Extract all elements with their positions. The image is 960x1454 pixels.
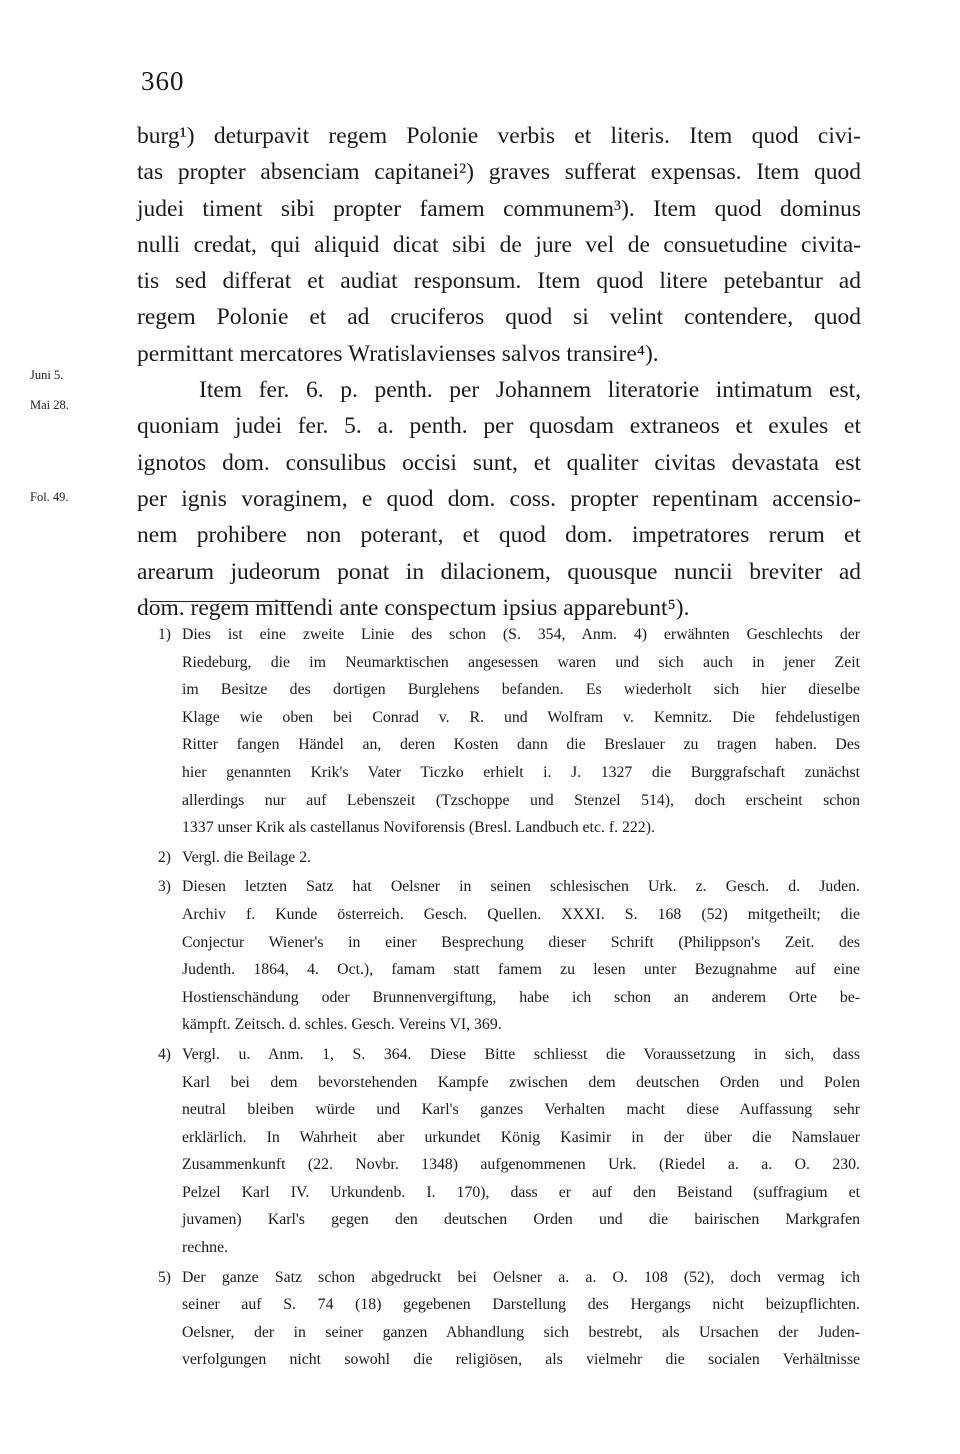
main-text-line: arearum judeorum ponat in dilacionem, quousque nuncii breviter ad	[137, 558, 861, 585]
footnote-line: rechne.	[182, 1239, 229, 1257]
footnote-separator	[150, 601, 294, 602]
main-text-line: nem prohibere non poterant, et quod dom. impetratores rerum et	[137, 522, 861, 549]
footnote-5	[154, 1264, 860, 1374]
main-text-line: nulli credat, qui aliquid dicat sibi de jure vel de consuetudine civita-	[137, 231, 861, 258]
margin-note-mai: Mai 28.	[30, 398, 69, 412]
page-number: 360	[141, 66, 185, 96]
footnote-marker: 4)	[158, 1045, 171, 1063]
footnote-line: im Besitze des dortigen Burglehens befanden. Es wiederholt sich hier dieselbe	[182, 681, 860, 699]
footnote-line: erklärlich. In Wahrheit aber urkundet König Kasimir in der über die Namslauer	[182, 1128, 860, 1146]
main-text-line: regem Polonie et ad cruciferos quod si velint contendere, quod	[137, 304, 861, 331]
footnote-line: allerdings nur auf Lebenszeit (Tzschoppe und Stenzel 514), doch erscheint schon	[182, 791, 860, 809]
footnote-marker: 5)	[158, 1268, 171, 1286]
footnote-line: Judenth. 1864, 4. Oct.), famam statt famem zu lesen unter Bezugnahme auf eine	[182, 961, 860, 979]
footnote-line: juvamen) Karl's gegen den deutschen Orden und die bairischen Markgrafen	[182, 1211, 860, 1229]
margin-note-juni: Juni 5.	[30, 368, 64, 382]
main-text-line: permittant mercatores Wratislavienses salvos transire⁴).	[137, 340, 659, 367]
footnote-line: Zusammenkunft (22. Novbr. 1348) aufgenommenen Urk. (Riedel a. a. O. 230.	[182, 1156, 860, 1174]
footnotes	[154, 621, 860, 1374]
footnote-line: Vergl. u. Anm. 1, S. 364. Diese Bitte schliesst die Voraussetzung in sich, dass	[182, 1045, 860, 1063]
footnote-line: Conjectur Wiener's in einer Besprechung dieser Schrift (Philippson's Zeit. des	[182, 933, 860, 951]
main-text-line: per ignis voraginem, e quod dom. coss. propter repentinam accensio-	[137, 485, 861, 512]
footnote-line: Archiv f. Kunde österreich. Gesch. Quellen. XXXI. S. 168 (52) mitgetheilt; die	[182, 905, 860, 923]
footnote-line: Ritter fangen Händel an, deren Kosten dann die Breslauer zu tragen haben. Des	[182, 736, 860, 754]
footnote-marker: 1)	[158, 626, 171, 643]
main-text-line: tis sed differat et audiat responsum. Item quod litere petebantur ad	[137, 268, 861, 295]
footnote-marker: 3)	[158, 878, 171, 896]
main-text-line: quoniam judei fer. 5. a. penth. per quosdam extraneos et exules et	[137, 413, 861, 440]
main-text-line: dom. regem mittendi ante conspectum ipsius apparebunt⁵).	[137, 594, 690, 621]
main-text	[137, 118, 861, 626]
footnote-line: Hostienschändung oder Brunnenvergiftung, habe ich schon an anderem Orte be-	[182, 988, 860, 1006]
footnote-line: Oelsner, der in seiner ganzen Abhandlung sich bestrebt, als Ursachen der Juden-	[182, 1323, 860, 1341]
footnote-line: neutral bleiben würde und Karl's ganzes Verhalten macht diese Auffassung sehr	[182, 1101, 860, 1119]
footnote-line: 1337 unser Krik als castellanus Noviforensis (Bresl. Landbuch etc. f. 222).	[182, 819, 655, 837]
footnote-line: verfolgungen nicht sowohl die religiösen, als vielmehr die socialen Verhältnisse	[182, 1351, 860, 1369]
footnote-line: Dies ist eine zweite Linie des schon (S. 354, Anm. 4) erwähnten Geschlechts der	[182, 626, 860, 643]
footnote-1	[154, 621, 860, 842]
footnote-marker: 2)	[158, 848, 171, 866]
footnote-2	[154, 844, 860, 872]
main-text-line: ignotos dom. consulibus occisi sunt, et qualiter civitas devastata est	[137, 449, 861, 476]
main-text-line: burg¹) deturpavit regem Polonie verbis et literis. Item quod civi-	[137, 123, 861, 149]
margin-note-folio: Fol. 49.	[30, 490, 69, 504]
main-text-line: judei timent sibi propter famem communem³). Item quod dominus	[137, 195, 861, 222]
footnote-line: Riedeburg, die im Neumarktischen angesessen waren und sich auch in jener Zeit	[182, 653, 860, 671]
footnote-line: Pelzel Karl IV. Urkundenb. I. 170), dass er auf den Beistand (suffragium et	[182, 1183, 860, 1201]
footnote-line: hier genannten Krik's Vater Ticzko erhielt i. J. 1327 die Burggrafschaft zunächst	[182, 763, 860, 781]
footnote-line: Vergl. die Beilage 2.	[182, 848, 312, 866]
footnote-line: seiner auf S. 74 (18) gegebenen Darstellung des Hergangs nicht beizupflichten.	[182, 1296, 860, 1314]
footnote-line: Diesen letzten Satz hat Oelsner in seinen schlesischen Urk. z. Gesch. d. Juden.	[182, 878, 860, 896]
footnote-line: kämpft. Zeitsch. d. schles. Gesch. Vereins VI, 369.	[182, 1016, 502, 1034]
footnote-line: Karl bei dem bevorstehenden Kampfe zwischen dem deutschen Orden und Polen	[182, 1073, 860, 1091]
main-text-line: tas propter absenciam capitanei²) graves sufferat expensas. Item quod	[137, 159, 861, 186]
footnote-3	[154, 873, 860, 1039]
main-text-line: Item fer. 6. p. penth. per Johannem literatorie intimatum est,	[199, 377, 861, 404]
footnote-4	[154, 1041, 860, 1262]
footnote-line: Klage wie oben bei Conrad v. R. und Wolfram v. Kemnitz. Die fehdelustigen	[182, 708, 860, 726]
footnote-line: Der ganze Satz schon abgedruckt bei Oelsner a. a. O. 108 (52), doch vermag ich	[182, 1268, 860, 1286]
